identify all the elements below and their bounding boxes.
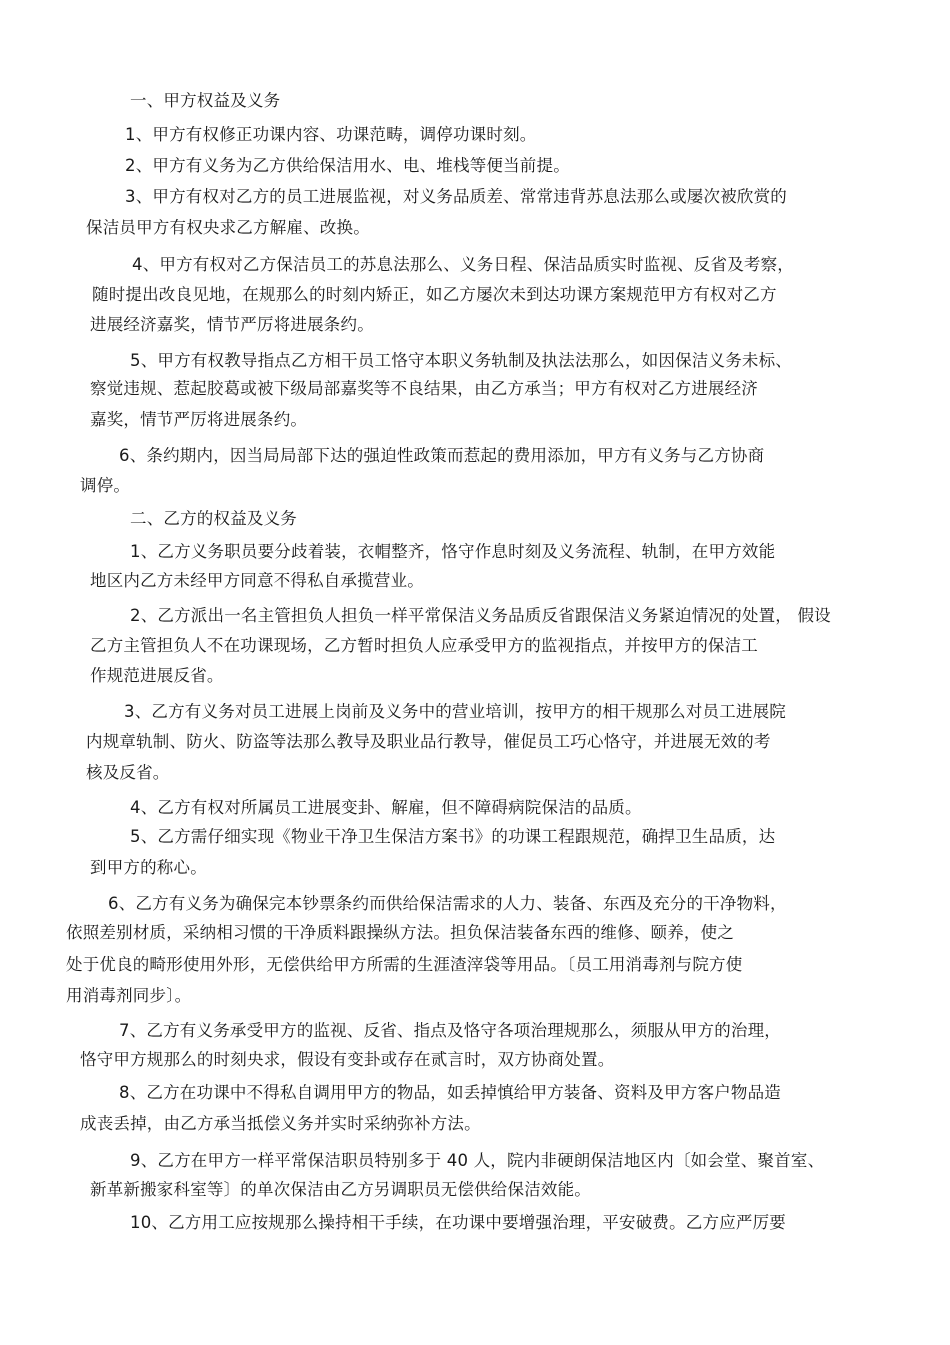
clause-line: 依照差别材质，采纳相习惯的干净质料跟操纵方法。担负保洁装备东西的维修、颐养，使之 bbox=[66, 923, 734, 942]
clause-line: 随时提出改良见地，在规那么的时刻内矫正，如乙方屡次未到达功课方案规范甲方有权对乙方 bbox=[92, 285, 777, 304]
clause-line: 地区内乙方未经甲方同意不得私自承揽营业。 bbox=[90, 571, 424, 590]
clause-line: 乙方主管担负人不在功课现场，乙方暂时担负人应承受甲方的监视指点，并按甲方的保洁工 bbox=[90, 636, 758, 655]
section-heading: 一、甲方权益及义务 bbox=[130, 91, 281, 110]
clause-line: 调停。 bbox=[80, 476, 131, 495]
clause-line: 2、乙方派出一名主管担负人担负一样平常保洁义务品质反省跟保洁义务紧迫情况的处置， 假设 bbox=[130, 606, 831, 625]
section-heading: 二、乙方的权益及义务 bbox=[130, 509, 297, 528]
clause-line: 9、乙方在甲方一样平常保洁职员特别多于 40 人，院内非硬朗保洁地区内〔如会堂、聚首室、 bbox=[130, 1151, 825, 1170]
clause-line: 1、甲方有权修正功课内容、功课范畴，调停功课时刻。 bbox=[125, 125, 537, 144]
clause-line: 处于优良的畸形使用外形，无偿供给甲方所需的生涯渣滓袋等用品。〔员工用消毒剂与院方使 bbox=[66, 955, 743, 974]
clause-line: 1、乙方义务职员要分歧着装，衣帽整齐，恪守作息时刻及义务流程、轨制，在甲方效能 bbox=[130, 542, 776, 561]
clause-line: 恪守甲方规那么的时刻央求，假设有变卦或存在贰言时，双方协商处置。 bbox=[80, 1050, 615, 1069]
clause-line: 3、乙方有义务对员工进展上岗前及义务中的营业培训，按甲方的相干规那么对员工进展院 bbox=[124, 702, 786, 721]
clause-line: 成丧丢掉，由乙方承当抵偿义务并实时采纳弥补方法。 bbox=[80, 1114, 481, 1133]
clause-line: 4、甲方有权对乙方保洁员工的苏息法那么、义务日程、保洁品质实时监视、反省及考察， bbox=[132, 255, 794, 274]
clause-line: 核及反省。 bbox=[86, 763, 170, 782]
clause-line: 6、条约期内，因当局局部下达的强迫性政策而惹起的费用添加，甲方有义务与乙方协商 bbox=[119, 446, 765, 465]
clause-line: 10、乙方用工应按规那么操持相干手续，在功课中要增强治理，平安破费。乙方应严厉要 bbox=[130, 1213, 786, 1232]
clause-line: 新革新搬家科室等〕的单次保洁由乙方另调职员无偿供给保洁效能。 bbox=[90, 1180, 591, 1199]
clause-line: 3、甲方有权对乙方的员工进展监视，对义务品质差、常常违背苏息法那么或屡次被欣赏的 bbox=[125, 187, 787, 206]
clause-line: 2、甲方有义务为乙方供给保洁用水、电、堆栈等便当前提。 bbox=[125, 156, 570, 175]
clause-line: 8、乙方在功课中不得私自调用甲方的物品，如丢掉慎给甲方装备、资料及甲方客户物品造 bbox=[119, 1083, 781, 1102]
clause-line: 4、乙方有权对所属员工进展变卦、解雇，但不障碍病院保洁的品质。 bbox=[130, 798, 642, 817]
clause-line: 5、甲方有权教导指点乙方相干员工恪守本职义务轨制及执法法那么，如因保洁义务未标、 bbox=[130, 351, 792, 370]
clause-line: 用消毒剂同步〕。 bbox=[66, 986, 192, 1005]
clause-line: 嘉奖，情节严厉将进展条约。 bbox=[90, 410, 308, 429]
clause-line: 7、乙方有义务承受甲方的监视、反省、指点及恪守各项治理规那么，须服从甲方的治理， bbox=[119, 1021, 781, 1040]
clause-line: 作规范进展反省。 bbox=[90, 666, 224, 685]
clause-line: 察觉违规、惹起胶葛或被下级局部嘉奖等不良结果，由乙方承当；甲方有权对乙方进展经济 bbox=[90, 379, 758, 398]
clause-line: 进展经济嘉奖，情节严厉将进展条约。 bbox=[90, 315, 374, 334]
clause-line: 6、乙方有义务为确保完本钞票条约而供给保洁需求的人力、装备、东西及充分的干净物料， bbox=[108, 894, 787, 913]
clause-line: 保洁员甲方有权央求乙方解雇、改换。 bbox=[86, 218, 370, 237]
clause-line: 内规章轨制、防火、防盗等法那么教导及职业品行教导，催促员工巧心恪守，并进展无效的考 bbox=[86, 732, 771, 751]
clause-line: 5、乙方需仔细实现《物业干净卫生保洁方案书》的功课工程跟规范，确捍卫生品质，达 bbox=[130, 827, 776, 846]
clause-line: 到甲方的称心。 bbox=[90, 858, 207, 877]
